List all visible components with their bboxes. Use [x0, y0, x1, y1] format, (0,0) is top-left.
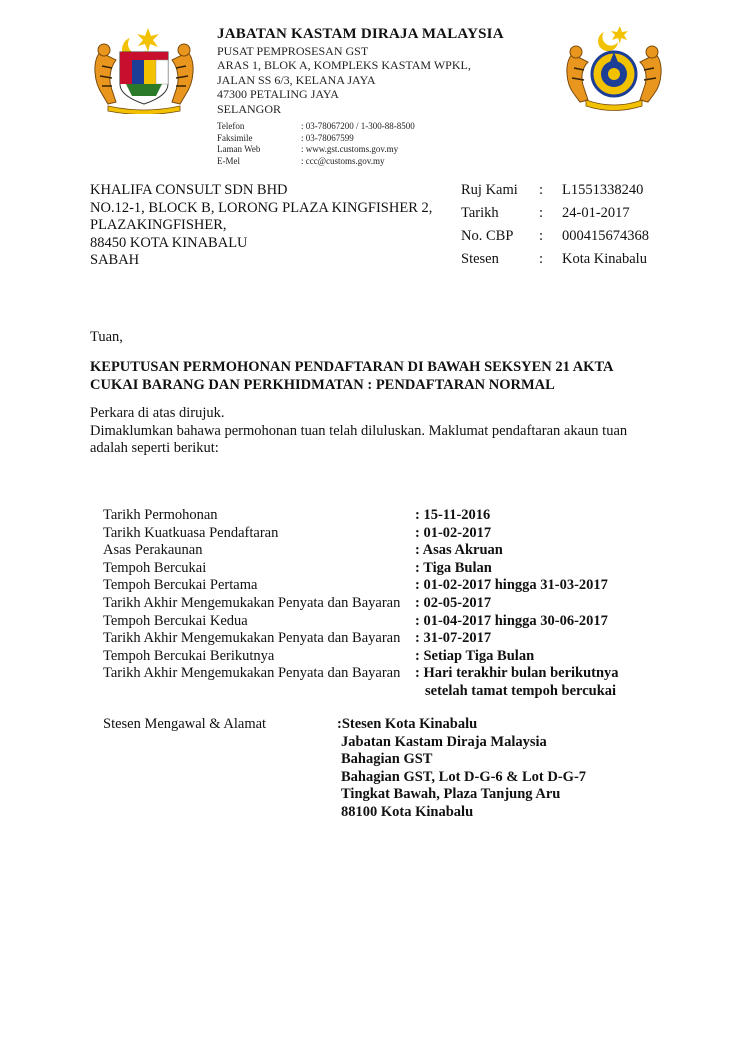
contact-label: Telefon [217, 121, 245, 131]
detail-value: : Setiap Tiga Bulan [415, 647, 535, 664]
reference-row [461, 182, 649, 205]
detail-row [103, 542, 619, 560]
detail-row [103, 665, 619, 683]
contact-value[interactable]: : www.gst.customs.gov.my [301, 144, 399, 154]
contact-value[interactable]: : ccc@customs.gov.my [301, 155, 385, 166]
recipient-line: PLAZAKINGFISHER, [90, 217, 227, 233]
recipient-line: SABAH [90, 252, 140, 268]
subject-line: KEPUTUSAN PERMOHONAN PENDAFTARAN DI BAWAH SEKSYEN 21 AKTA [90, 359, 614, 375]
recipient-line: KHALIFA CONSULT SDN BHD [90, 182, 288, 198]
detail-label: Tempoh Bercukai Pertama [103, 577, 258, 594]
reference-label: Ruj Kami [461, 182, 518, 198]
detail-label: Tempoh Bercukai Berikutnya [103, 647, 275, 664]
station-line: :Stesen Kota Kinabalu [337, 716, 478, 732]
station-line: Jabatan Kastam Diraja Malaysia [341, 733, 547, 750]
registration-details [103, 507, 619, 701]
salutation: Tuan, [90, 329, 123, 345]
detail-value: : 15-11-2016 [415, 507, 491, 523]
recipient-line: NO.12-1, BLOCK B, LORONG PLAZA KINGFISHER 2, [90, 199, 433, 216]
detail-value: : 01-04-2017 hingga 30-06-2017 [415, 612, 608, 629]
reference-value: 000415674368 [562, 228, 649, 244]
detail-label: Tarikh Akhir Mengemukakan Penyata dan Bayaran [103, 665, 401, 682]
detail-label: Tarikh Permohonan [103, 507, 218, 523]
paragraph-line: Dimaklumkan bahawa permohonan tuan telah diluluskan. Maklumat pendaftaran akaun tuan [90, 422, 628, 439]
address-line: JALAN SS 6/3, KELANA JAYA [217, 72, 376, 87]
detail-value: : 01-02-2017 [415, 524, 492, 541]
recipient-address [90, 182, 432, 270]
detail-label-empty [103, 683, 415, 701]
contact-value: : 03-78067200 / 1-300-88-8500 [301, 121, 415, 131]
paragraph-line: adalah seperti berikut: [90, 440, 219, 456]
coat-of-arms-icon [86, 22, 202, 114]
detail-row [103, 648, 619, 666]
station-line: Bahagian GST, Lot D-G-6 & Lot D-G-7 [341, 768, 587, 785]
organization-title: JABATAN KASTAM DIRAJA MALAYSIA [217, 26, 504, 42]
letter-paragraph [90, 405, 627, 458]
reference-block [461, 182, 649, 274]
contact-label: Laman Web [217, 144, 261, 154]
address-line: SELANGOR [217, 101, 282, 116]
customs-crest-icon [556, 22, 672, 114]
reference-separator: : [539, 182, 544, 198]
detail-row [103, 613, 619, 631]
contact-row [217, 133, 415, 145]
station-line: Bahagian GST [341, 751, 433, 768]
detail-label: Tempoh Bercukai Kedua [103, 612, 248, 629]
detail-label: Tarikh Kuatkuasa Pendaftaran [103, 524, 279, 541]
reference-separator: : [539, 205, 544, 221]
detail-label: Tarikh Akhir Mengemukakan Penyata dan Bayaran [103, 594, 401, 611]
recipient-line: 88450 KOTA KINABALU [90, 234, 248, 251]
paragraph-line: Perkara di atas dirujuk. [90, 405, 225, 421]
detail-value: : Tiga Bulan [415, 559, 492, 576]
contact-row [217, 144, 415, 156]
contact-row [217, 156, 415, 168]
detail-row [103, 683, 619, 701]
subject-line: CUKAI BARANG DAN PERKHIDMATAN : PENDAFTARAN NORMAL [90, 377, 555, 393]
detail-label: Tempoh Bercukai [103, 559, 207, 576]
reference-label: No. CBP [461, 228, 514, 244]
contact-value: : 03-78067599 [301, 132, 354, 143]
detail-value: : 02-05-2017 [415, 594, 492, 611]
detail-row [103, 595, 619, 613]
contact-label: E-Mel [217, 155, 240, 166]
station-label: Stesen Mengawal & Alamat [103, 716, 267, 732]
reference-label: Stesen [461, 251, 499, 267]
detail-row [103, 577, 619, 595]
detail-label: Asas Perakaunan [103, 542, 203, 559]
reference-value: L1551338240 [562, 182, 644, 198]
station-line: Tingkat Bawah, Plaza Tanjung Aru [341, 786, 561, 803]
detail-row [103, 525, 619, 543]
reference-row [461, 228, 649, 251]
reference-label: Tarikh [461, 205, 499, 221]
reference-separator: : [539, 228, 544, 244]
detail-row [103, 507, 619, 525]
letter-subject [90, 358, 614, 394]
detail-value: : Asas Akruan [415, 542, 503, 559]
detail-value-continuation: setelah tamat tempoh bercukai [425, 682, 617, 699]
detail-value: : 31-07-2017 [415, 630, 492, 647]
detail-row [103, 560, 619, 578]
reference-row [461, 251, 649, 274]
detail-row [103, 630, 619, 648]
station-address [337, 716, 586, 822]
reference-separator: : [539, 251, 544, 267]
reference-row [461, 205, 649, 228]
contact-details [217, 121, 415, 167]
contact-row [217, 121, 415, 133]
detail-value: : 01-02-2017 hingga 31-03-2017 [415, 577, 608, 594]
address-line: ARAS 1, BLOK A, KOMPLEKS KASTAM WPKL, [217, 58, 471, 73]
station-line: 88100 Kota Kinabalu [341, 803, 474, 820]
address-line: PUSAT PEMPROSESAN GST [217, 44, 369, 58]
organization-address [217, 44, 471, 116]
contact-label: Faksimile [217, 132, 253, 143]
address-line: 47300 PETALING JAYA [217, 87, 339, 102]
detail-label: Tarikh Akhir Mengemukakan Penyata dan Bayaran [103, 630, 401, 647]
reference-value: 24-01-2017 [562, 205, 630, 221]
reference-value: Kota Kinabalu [562, 251, 647, 267]
detail-value: : Hari terakhir bulan berikutnya [415, 665, 619, 682]
